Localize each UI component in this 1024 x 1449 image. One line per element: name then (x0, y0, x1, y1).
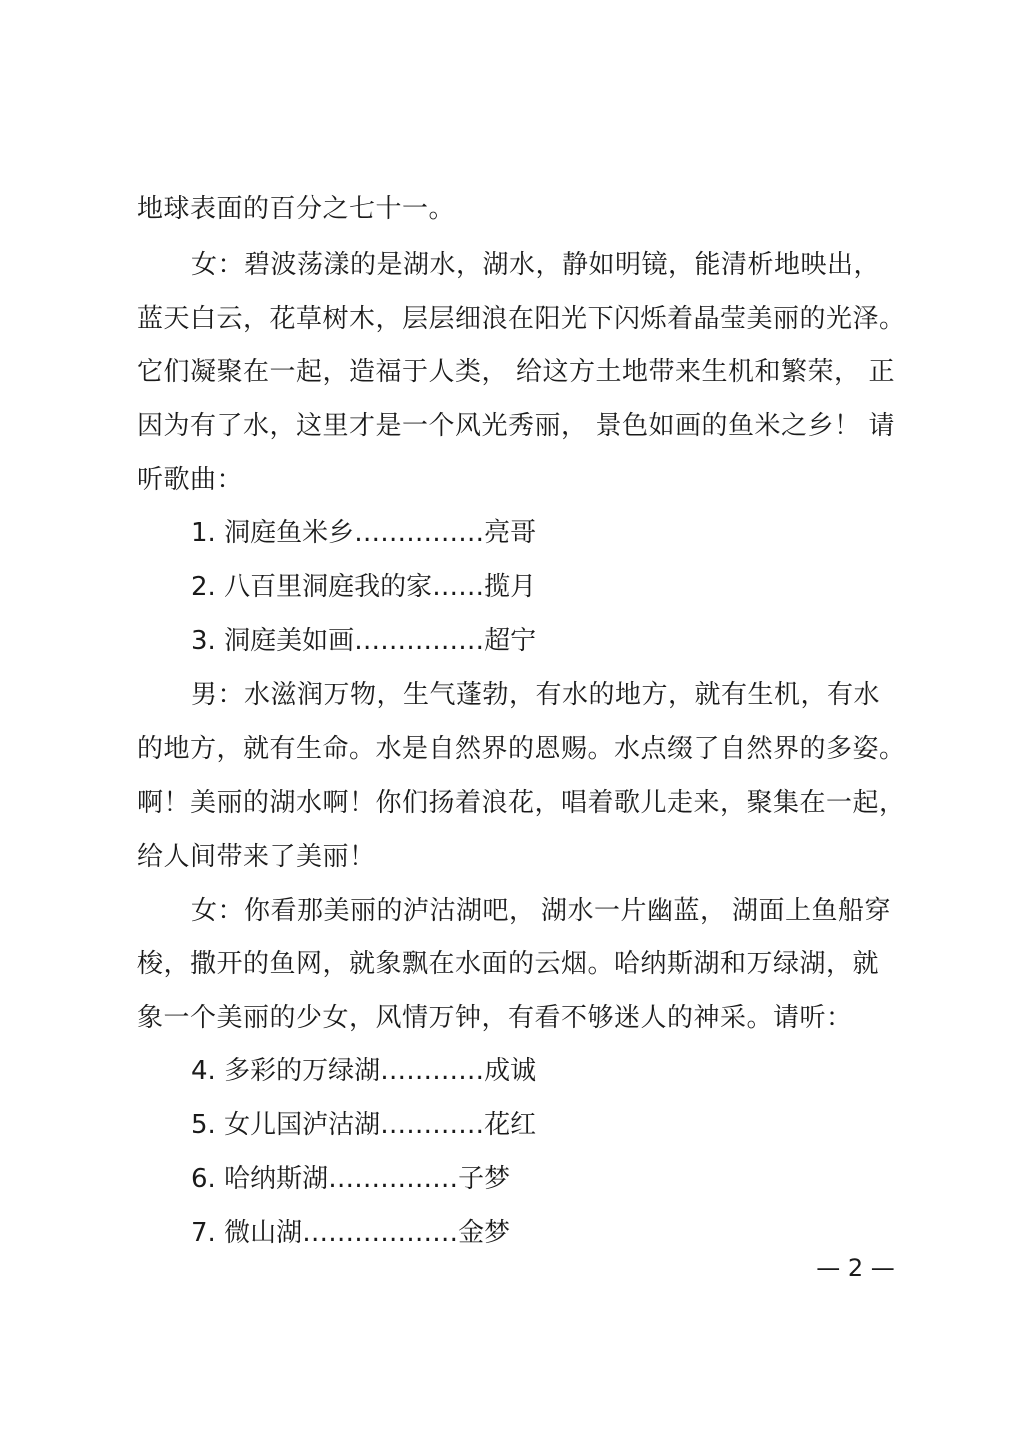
text-segment: 请 (868, 411, 895, 441)
paragraph-2-line-4: 给人间带来了美丽！ (137, 842, 376, 872)
paragraph-1-line-4 (137, 409, 895, 443)
paragraph-2-line-3 (137, 786, 906, 820)
paragraph-2-line-2 (137, 732, 906, 766)
paragraph-1-line-2: 蓝天白云，花草树木，层层细浪在阳光下闪烁着晶莹美丽的光泽。 (137, 304, 906, 334)
text-segment: 水是自然界的恩赐。 (375, 734, 615, 764)
text-segment: 的地方，就有生命。 (137, 734, 376, 764)
song-list-item: 2. 八百里洞庭我的家……揽月 (191, 572, 537, 602)
text-segment: 你们扬着浪花， (375, 788, 562, 818)
song-list-item: 1. 洞庭鱼米乡……………亮哥 (191, 518, 537, 548)
paragraph-0-line-1: 地球表面的百分之七十一。 (137, 194, 456, 224)
paragraph-1-line-1: 女：碧波荡漾的是湖水，湖水，静如明镜，能清析地映出， (191, 250, 881, 280)
text-segment: 湖水一片幽蓝， (540, 896, 727, 926)
text-segment: 啊！美丽的湖水啊！ (137, 788, 376, 818)
text-segment: 湖面上鱼船穿 (731, 896, 891, 926)
paragraph-3-line-1 (191, 894, 891, 928)
paragraph-2-line-1: 男：水滋润万物，生气蓬勃，有水的地方，就有生机，有水 (191, 680, 881, 710)
text-segment: 女：你看那美丽的泸沽湖吧， (191, 896, 536, 926)
text-segment: 因为有了水，这里才是一个风光秀丽， (137, 411, 588, 441)
song-list-item: 4. 多彩的万绿湖…………成诚 (191, 1056, 537, 1086)
song-list-item: 5. 女儿国泸沽湖…………花红 (191, 1110, 537, 1140)
text-segment: 聚集在一起， (746, 788, 906, 818)
text-segment: 唱着歌儿走来， (561, 788, 747, 818)
page-number: — 2 — (816, 1254, 895, 1282)
text-segment: 水点缀了自然界的多姿。 (614, 734, 906, 764)
text-segment: 景色如画的鱼米之乡！ (595, 411, 861, 441)
song-list-item: 7. 微山湖………………金梦 (191, 1218, 511, 1248)
song-list-item: 6. 哈纳斯湖……………子梦 (191, 1164, 511, 1194)
paragraph-3-line-2: 梭，撒开的鱼网，就象飘在水面的云烟。哈纳斯湖和万绿湖，就 (137, 949, 880, 979)
paragraph-1-line-3 (137, 355, 895, 389)
paragraph-3-line-3: 象一个美丽的少女，风情万钟，有看不够迷人的神采。请听： (137, 1003, 853, 1033)
text-segment: 给这方土地带来生机和繁荣， (515, 357, 861, 387)
text-segment: 正 (868, 357, 895, 387)
paragraph-1-line-5: 听歌曲： (137, 465, 244, 495)
song-list-item: 3. 洞庭美如画……………超宁 (191, 626, 537, 656)
text-segment: 它们凝聚在一起，造福于人类， (137, 357, 509, 387)
